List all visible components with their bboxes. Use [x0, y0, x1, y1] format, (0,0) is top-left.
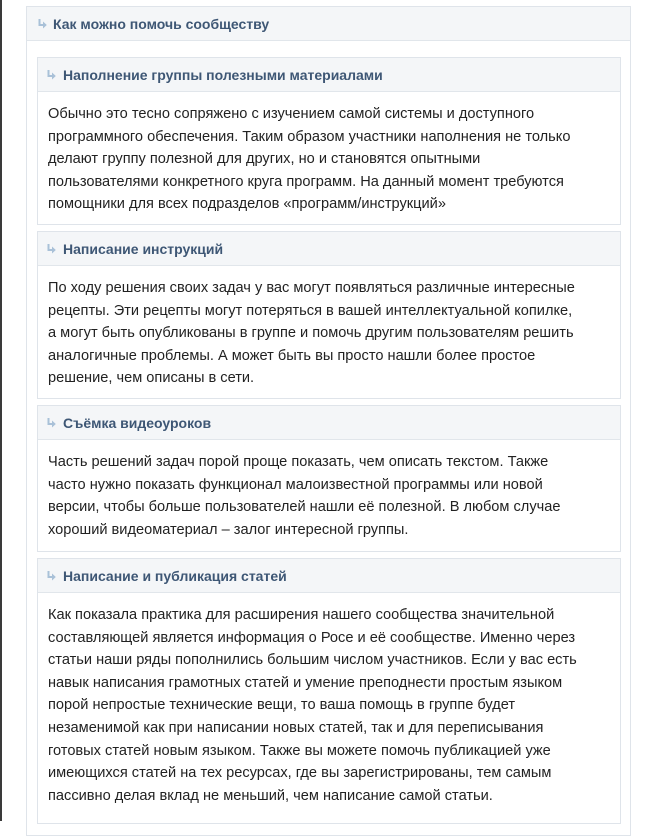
arrow-down-right-icon [44, 569, 58, 583]
section-text: Обычно это тесно сопряжено с изучением самой системы и доступного программного обеспечения. Таким образом участники наполнения не только делают группу полезной для других, но и становятся опытными пользователями конкретного круга программ. На данный момент требуются помощники для всех подразделов «программ/инструкций» [48, 106, 571, 213]
section-video-lessons [37, 405, 621, 552]
section-text: Как показала практика для расширения нашего сообщества значительной составляющей является информация о Росе и её сообществе. Именно через статьи наши ряды пополнились большим числом участников. Если у вас есть навык написания грамотных статей и умение преподнести простым языком порой непростые технические вещи, то ваша помощь в группе будет незаменимой как при написании новых статей, так и для переписывания готовых статей новым языком. Также вы можете помочь публикацией уже имеющихся статей на тех ресурсах, где вы зарегистрированы, тем самым пассивно делая вклад не меньший, чем написание самой статьи. [48, 607, 577, 804]
section-header[interactable] [38, 406, 620, 440]
section-materials [37, 57, 621, 225]
section-title: Съёмка видеоуроков [63, 414, 212, 431]
page-edge-divider [0, 0, 2, 821]
arrow-down-right-icon [44, 242, 58, 256]
help-community-panel [26, 6, 631, 836]
section-title: Написание и публикация статей [63, 567, 287, 584]
arrow-down-right-icon [35, 17, 49, 31]
section-text: По ходу решения своих задач у вас могут появляться различные интересные рецепты. Эти рецепты могут потеряться в вашей интеллектуальной копилке, а могут быть опубликованы в группе и помочь другим пользователям решить аналогичные проблемы. А может быть вы просто нашли более простое решение, чем описаны в сети. [48, 280, 575, 387]
section-text: Часть решений задач порой проще показать, чем описать текстом. Также часто нужно показать функционал малоизвестной программы или новой версии, чтобы больше пользователей нашли её полезной. В любом случае хороший видеоматериал – залог интересной группы. [48, 454, 561, 538]
section-title: Написание инструкций [63, 240, 224, 257]
section-instructions [37, 231, 621, 399]
section-header[interactable] [38, 559, 620, 593]
arrow-down-right-icon [44, 68, 58, 82]
section-articles [37, 558, 621, 824]
arrow-down-right-icon [44, 416, 58, 430]
section-title: Наполнение группы полезными материалами [63, 66, 383, 83]
page-title: Как можно помочь сообществу [53, 15, 270, 32]
section-header[interactable] [38, 58, 620, 92]
section-header[interactable] [38, 232, 620, 266]
panel-header[interactable] [27, 7, 630, 41]
